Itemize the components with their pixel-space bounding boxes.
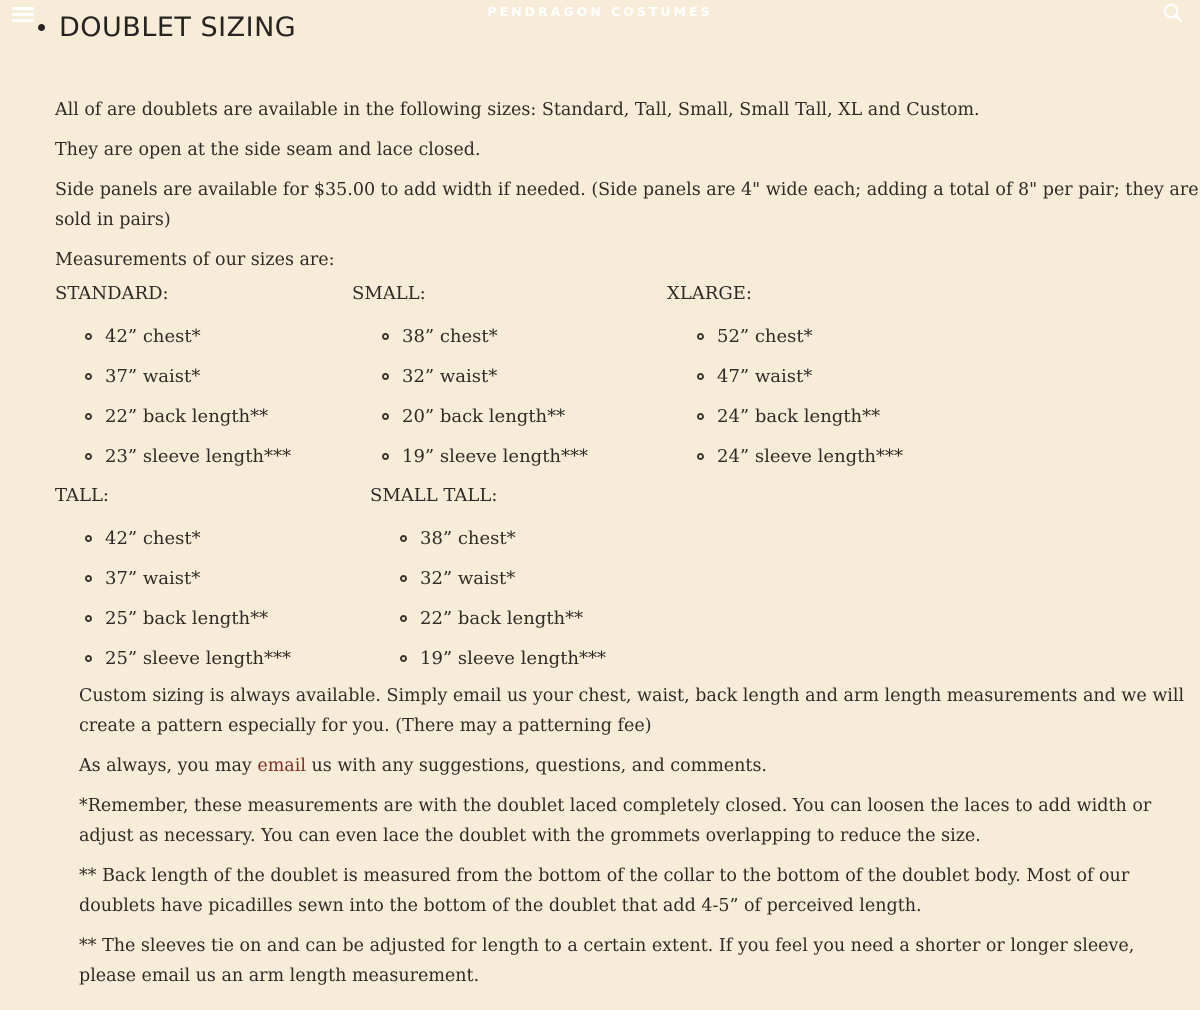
- size-list-item: [85, 607, 370, 629]
- size-list-item: [85, 325, 352, 347]
- circle-bullet-icon: [85, 535, 92, 542]
- size-list-item: [400, 647, 1200, 669]
- size-value: 32” waist*: [402, 365, 498, 387]
- circle-bullet-icon: [697, 373, 704, 380]
- size-list-item: [85, 647, 370, 669]
- contact-text-pre: As always, you may: [79, 756, 258, 776]
- size-value: 20” back length**: [402, 405, 566, 427]
- size-value: 32” waist*: [420, 567, 516, 589]
- circle-bullet-icon: [382, 413, 389, 420]
- size-value: 19” sleeve length***: [402, 445, 589, 467]
- size-list-item: [697, 405, 1200, 427]
- circle-bullet-icon: [382, 333, 389, 340]
- size-value: 47” waist*: [717, 365, 813, 387]
- size-list-item: [85, 527, 370, 549]
- note-remember-laces: *Remember, these measurements are with the doublet laced completely closed. You can loosen the laces to add width or adjust as necessary. You can even lace the doublet with the grommets overlapping to reduce the size.: [79, 796, 1152, 846]
- circle-bullet-icon: [85, 615, 92, 622]
- size-value: 24” sleeve length***: [717, 445, 904, 467]
- size-value: 25” sleeve length***: [105, 647, 292, 669]
- circle-bullet-icon: [382, 453, 389, 460]
- size-list-item: [400, 567, 1200, 589]
- size-value: 22” back length**: [420, 607, 584, 629]
- size-value: 19” sleeve length***: [420, 647, 607, 669]
- size-column-small: [352, 283, 667, 485]
- circle-bullet-icon: [400, 615, 407, 622]
- size-value: 52” chest*: [717, 325, 813, 347]
- note-custom-sizing: Custom sizing is always available. Simply email us your chest, waist, back length and arm length measurements and we will create a pattern especially for you. (There may a patterning fee): [79, 686, 1185, 736]
- hamburger-bar: [12, 19, 34, 22]
- site-title[interactable]: PENDRAGON COSTUMES: [487, 4, 713, 19]
- size-value: 37” waist*: [105, 365, 201, 387]
- size-value: 23” sleeve length***: [105, 445, 292, 467]
- size-list-item: [382, 325, 667, 347]
- size-column-small-tall: [370, 485, 1200, 687]
- circle-bullet-icon: [697, 453, 704, 460]
- size-value: 38” chest*: [402, 325, 498, 347]
- circle-bullet-icon: [400, 575, 407, 582]
- note-back-length: ** Back length of the doublet is measured from the bottom of the collar to the bottom of the doublet body. Most of our doublets have picadilles sewn into the bottom of the doublet that add 4-5” of perceived length.: [79, 866, 1130, 916]
- size-list-item: [85, 445, 352, 467]
- page-title: DOUBLET SIZING: [59, 12, 297, 43]
- size-header: STANDARD:: [55, 283, 169, 304]
- size-list-item: [697, 365, 1200, 387]
- size-value: 22” back length**: [105, 405, 269, 427]
- sizes-row-1: [55, 283, 1200, 485]
- note-contact: [79, 751, 1189, 781]
- intro-paragraph-sizes: All of are doublets are available in the following sizes: Standard, Tall, Small, Small Tall, XL and Custom.: [55, 100, 980, 120]
- size-header: XLARGE:: [667, 283, 752, 304]
- size-value: 37” waist*: [105, 567, 201, 589]
- measurements-label: Measurements of our sizes are:: [55, 250, 335, 270]
- intro-paragraph-side-panels: Side panels are available for $35.00 to add width if needed. (Side panels are 4" wide each; adding a total of 8" per pair; they are sold in pairs): [55, 180, 1199, 230]
- size-header: TALL:: [55, 485, 109, 506]
- circle-bullet-icon: [85, 333, 92, 340]
- note-sleeves: ** The sleeves tie on and can be adjusted for length to a certain extent. If you feel you need a shorter or longer sleeve, please email us an arm length measurement.: [79, 936, 1135, 986]
- circle-bullet-icon: [697, 333, 704, 340]
- contact-text-post: us with any suggestions, questions, and comments.: [305, 756, 767, 776]
- size-column-tall: [55, 485, 370, 687]
- size-list-item: [400, 527, 1200, 549]
- circle-bullet-icon: [85, 413, 92, 420]
- size-header: SMALL TALL:: [370, 485, 498, 506]
- sizes-row-2: [55, 485, 1200, 687]
- size-list-item: [382, 365, 667, 387]
- top-header: [0, 0, 1200, 34]
- circle-bullet-icon: [85, 453, 92, 460]
- circle-bullet-icon: [697, 413, 704, 420]
- circle-bullet-icon: [85, 655, 92, 662]
- size-list-item: [697, 325, 1200, 347]
- size-column-xlarge: [667, 283, 1200, 485]
- size-list-item: [382, 445, 667, 467]
- circle-bullet-icon: [85, 373, 92, 380]
- circle-bullet-icon: [400, 655, 407, 662]
- size-value: 42” chest*: [105, 325, 201, 347]
- size-list-item: [85, 567, 370, 589]
- circle-bullet-icon: [400, 535, 407, 542]
- size-header: SMALL:: [352, 283, 426, 304]
- size-list-item: [85, 405, 352, 427]
- size-list-item: [697, 445, 1200, 467]
- size-list-item: [85, 365, 352, 387]
- size-value: 24” back length**: [717, 405, 881, 427]
- search-icon[interactable]: [1162, 2, 1184, 24]
- size-list-item: [400, 607, 1200, 629]
- size-list-item: [382, 405, 667, 427]
- size-column-standard: [55, 283, 352, 485]
- size-value: 25” back length**: [105, 607, 269, 629]
- size-value: 38” chest*: [420, 527, 516, 549]
- email-link[interactable]: email: [257, 756, 306, 776]
- intro-paragraph-lacing: They are open at the side seam and lace closed.: [55, 140, 481, 160]
- circle-bullet-icon: [85, 575, 92, 582]
- size-value: 42” chest*: [105, 527, 201, 549]
- circle-bullet-icon: [382, 373, 389, 380]
